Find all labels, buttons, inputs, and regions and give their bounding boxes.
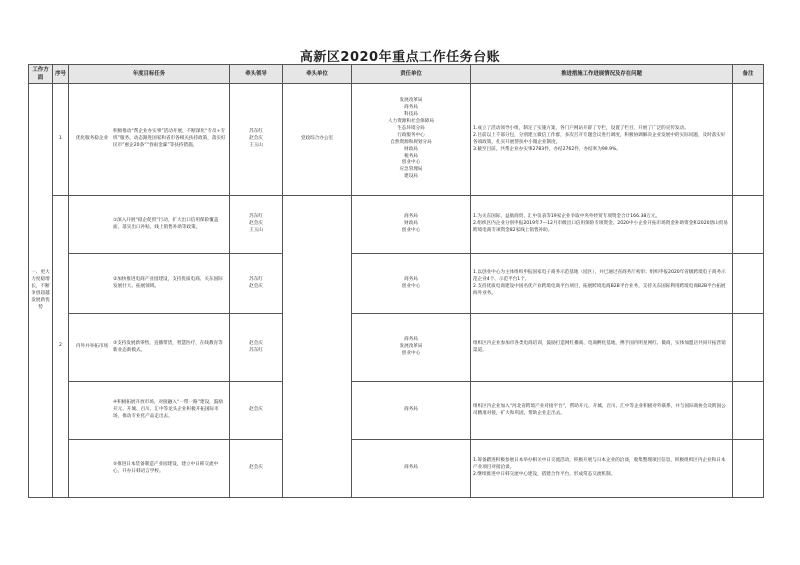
seq-cell: 1 xyxy=(53,84,69,196)
leader-cell xyxy=(230,440,283,498)
progress-cell: 组织区内企业参加市各类电商培训，鼓励打造网红播商、电商孵化基地，携手国内明星网红、微商，实体加盟店共同开拓营销渠道。 xyxy=(471,314,733,382)
progress-cell: 组织区内企业加入“河北省跨境产业对接平台”，帮助开元、开城、百川、汇中等企业积极对外联系，并与国际商协会及跨国公司精准对接，扩大和巩固，帮助企业走出去。 xyxy=(471,382,733,440)
leader-name: 王玉山 xyxy=(249,228,263,234)
resp-unit: 商务局 xyxy=(404,407,418,413)
resp-unit: 发展改革局 xyxy=(399,98,423,104)
target-text: ②加快推进电商产业园建设，支持优质电商、关东国际发展壮大、拓展领域。 xyxy=(113,276,223,289)
resp-unit-cell xyxy=(352,314,471,382)
note-cell xyxy=(733,382,764,440)
target-text: 积极推动“帮企业办实事”活动开展，不断深化“专员+专班”服务。动态跟进国家和省市各相关扶持政策，落实好民市“惠企20条”“春雨金霖”等扶持措施。 xyxy=(113,129,226,149)
leader-cell xyxy=(230,254,283,314)
note-cell xyxy=(733,314,764,382)
header-resp-unit: 责任单位 xyxy=(352,65,471,84)
target-cell xyxy=(69,254,230,314)
task-table xyxy=(28,64,764,498)
resp-unit: 创业中心 xyxy=(401,160,421,166)
target-text: ④积极拓展开放市场，对接融入“一带一路”建设，鼓励开元、开城、百川、汇中等龙头企业积极开拓国际市场，推动专业化产品走出去。 xyxy=(113,400,223,420)
leader-name: 赵会庆 xyxy=(249,465,263,471)
leader-cell xyxy=(230,84,283,196)
progress-cell: 1.为关东国际、益航商贸、汇中仪表等19家企业争取中央外经贸专项资金合计166.38万元。 2.组织区内企业分别申报2019年7—12月市级出口信用保险专项资金、2020中小企业开拓市场资金补助资金和2020唐山贸易跨境电商专项资金82家线上销售补助。 xyxy=(471,196,733,254)
resp-unit: 发展改革局 xyxy=(399,344,423,350)
resp-unit: 商务局 xyxy=(404,214,418,220)
resp-unit: 商务局 xyxy=(404,337,418,343)
resp-unit: 财政局 xyxy=(404,146,418,152)
resp-unit: 商务局 xyxy=(404,105,418,111)
table-row xyxy=(29,196,764,254)
document-title: 高新区2020年重点工作任务台账 xyxy=(299,50,501,65)
note-cell xyxy=(733,440,764,498)
header-lead-unit: 牵头单位 xyxy=(283,65,352,84)
target-cell xyxy=(69,314,230,382)
leader-name: 苏东红 xyxy=(249,276,263,282)
table-header-row xyxy=(29,65,764,84)
work-area-cell: 一、更大力度稳增长，不断争创超越发展新优势 xyxy=(29,84,53,498)
resp-unit: 生态环境分局 xyxy=(397,125,425,131)
leader-name: 王玉山 xyxy=(249,143,263,149)
resp-unit: 创业中心 xyxy=(401,283,421,289)
progress-cell: 1.以创业中心为主体组织申报国家电子商务示范基地（园区），并已通过省商务厅初审；组织申报2020年省级跨境电子商务示范企业4个、示范平台1个。 2.支持优质电商建设中国名优产业跨境电商平台项目，拓展跨境电商B2B平台业务，支持关东国际利用跨境电商B2B平台拓展海外业务。 xyxy=(471,254,733,314)
target-text: ①深入开展“稳企促贸”行动，扩大出口信用保险覆盖面，落实出口补贴、线上销售补助等政策。 xyxy=(113,217,219,230)
resp-unit-cell xyxy=(352,440,471,498)
resp-unit-cell xyxy=(352,382,471,440)
resp-unit: 人力资源和社会保障局 xyxy=(388,119,434,125)
note-cell xyxy=(733,84,764,196)
resp-unit: 行政服务中心 xyxy=(397,132,425,138)
target-cell xyxy=(69,440,230,498)
resp-unit: 财政局 xyxy=(404,221,418,227)
header-progress: 推进措施工作进展情况及存在问题 xyxy=(471,65,733,84)
leader-name: 赵会庆 xyxy=(249,136,263,142)
target-text: ⑤推进日本装备制造产业园建设，建立中日韩交流中心，开办日韩语言学校。 xyxy=(113,461,219,474)
resp-unit: 科技局 xyxy=(404,112,418,118)
leader-cell xyxy=(230,314,283,382)
resp-unit-cell xyxy=(352,254,471,314)
leader-cell xyxy=(230,196,283,254)
leader-name: 苏东红 xyxy=(249,129,263,135)
note-cell xyxy=(733,254,764,314)
leader-name: 苏东红 xyxy=(249,347,263,353)
target-cell xyxy=(69,382,230,440)
header-lead-leader: 牵头领导 xyxy=(230,65,283,84)
progress-cell: 1.成立了活动领导小组，制定了实施方案，各门户网站开辟了专栏，设置了栏目，开展了广泛的宣传发动。 2.目前以上千部分包，分别建立微信工作群，多次召开专题会议进行调度，积极协调解决企业发展中的实际问题，及时落实好各项政策，扎实开展帮扶中小微企业制度。 3.截至目前，共帮企业办实事2783件，办结2762件，办结率为99.9%。 xyxy=(471,84,733,196)
header-target: 年度目标任务 xyxy=(69,65,230,84)
table-row xyxy=(29,254,764,314)
resp-unit: 创业中心 xyxy=(401,351,421,357)
table-row xyxy=(29,382,764,440)
target-cell xyxy=(69,196,230,254)
resp-unit-cell xyxy=(352,84,471,196)
leader-cell xyxy=(230,382,283,440)
resp-unit: 商务局 xyxy=(404,276,418,282)
header-note: 备注 xyxy=(733,65,764,84)
leader-name: 赵会庆 xyxy=(249,221,263,227)
lead-unit-cell: 党政综合办公室 xyxy=(283,84,352,196)
sub-task-label: 内外并举拓市场 xyxy=(75,344,109,350)
seq-cell: 2 xyxy=(53,196,69,498)
leader-name: 赵会庆 xyxy=(249,407,263,413)
sub-task-label: 优化服务稳企业 xyxy=(75,136,109,142)
leader-name: 赵会庆 xyxy=(249,340,263,346)
target-text: ③支持发展新零售，直播带货，智慧医疗，在线教育等新业态新模式。 xyxy=(113,340,223,353)
resp-unit: 应急管理局 xyxy=(399,167,423,173)
target-cell xyxy=(69,84,230,196)
table-row xyxy=(29,84,764,196)
note-cell xyxy=(733,196,764,254)
resp-unit: 商务局 xyxy=(404,465,418,471)
leader-name: 苏东红 xyxy=(249,214,263,220)
header-seq: 序号 xyxy=(53,65,69,84)
resp-unit: 建设局 xyxy=(404,174,418,180)
lead-unit-cell xyxy=(283,196,352,498)
resp-unit: 自然资源和规划分局 xyxy=(390,139,432,145)
leader-name: 赵会庆 xyxy=(249,283,263,289)
resp-unit-cell xyxy=(352,196,471,254)
table-row xyxy=(29,314,764,382)
header-work-area: 工作方面 xyxy=(29,65,53,84)
resp-unit: 创业中心 xyxy=(401,228,421,234)
table-row xyxy=(29,440,764,498)
resp-unit: 税务局 xyxy=(404,153,418,159)
progress-cell: 1.筹备踏进积极参展日本举办相关中日交流活动，积极开展与日本企业的洽谈，收集整理项目信息，积极组织区内企业和日本产业项目对接洽谈。 2.继续推进中日韩交流中心建设，搭建合作平台，形成常态交流机制。 xyxy=(471,440,733,498)
